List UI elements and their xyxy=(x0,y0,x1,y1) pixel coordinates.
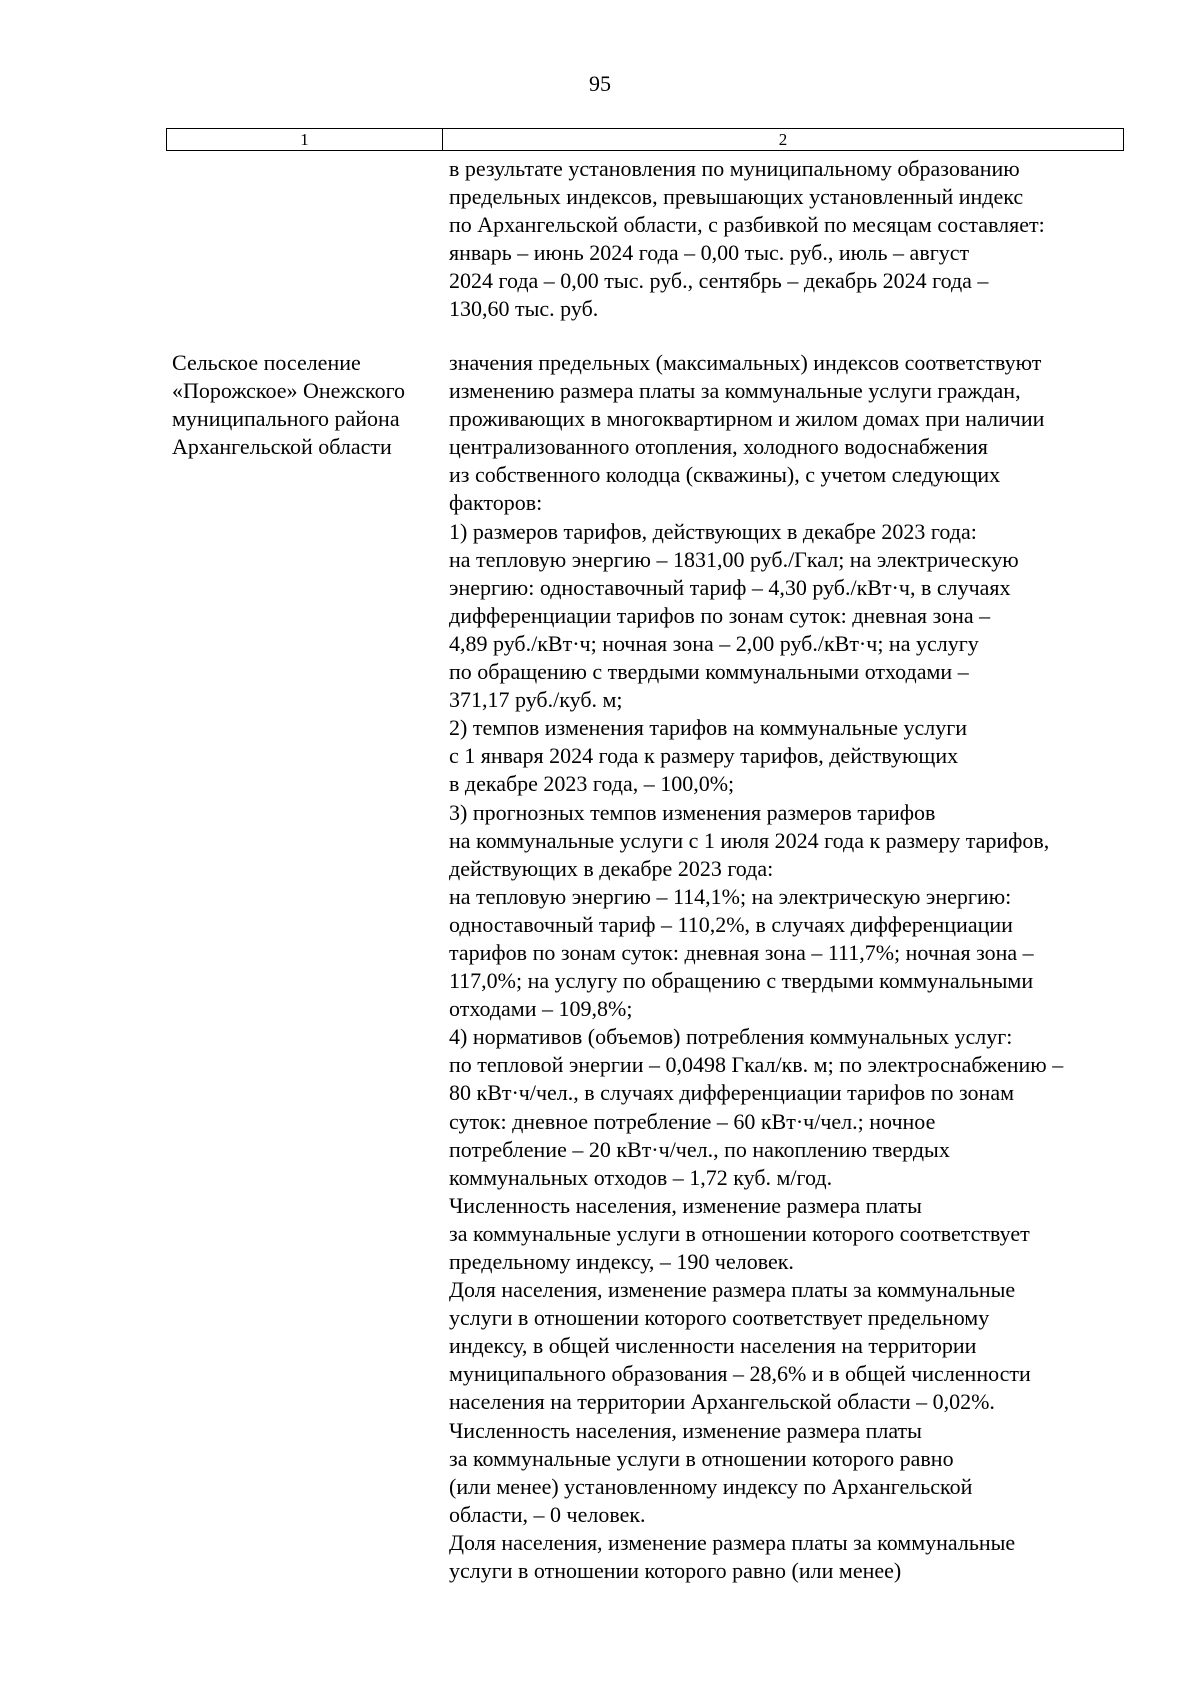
text-line: суток: дневное потребление – 60 кВт·ч/чел.; ночное xyxy=(449,1108,936,1134)
text-line: 2024 года – 0,00 тыс. руб., сентябрь – декабрь 2024 года – xyxy=(449,268,989,294)
text-line: тарифов по зонам суток: дневная зона – 111,7%; ночная зона – xyxy=(449,939,1034,965)
text-line: 3) прогнозных темпов изменения размеров тарифов xyxy=(449,799,936,825)
text-line: за коммунальные услуги в отношении которого соответствует xyxy=(449,1220,1030,1246)
text-line: дифференциации тарифов по зонам суток: дневная зона – xyxy=(449,602,991,628)
text-line: предельному индексу, – 190 человек. xyxy=(449,1249,794,1274)
text-line: значения предельных (максимальных) индексов соответствуют xyxy=(449,350,1042,375)
text-line: изменению размера платы за коммунальные услуги граждан, xyxy=(449,378,1021,404)
text-line: по тепловой энергии – 0,0498 Гкал/кв. м; по электроснабжению – xyxy=(449,1052,1064,1078)
text-line: энергию: одноставочный тариф – 4,30 руб./кВт·ч, в случаях xyxy=(449,574,1011,600)
text-line: в декабре 2023 года, – 100,0%; xyxy=(449,771,735,797)
continuation-paragraph xyxy=(449,155,1045,324)
text-line: отходами – 109,8%; xyxy=(449,996,633,1022)
text-line: 4,89 руб./кВт·ч; ночная зона – 2,00 руб./кВт·ч; на услугу xyxy=(449,630,979,656)
text-line: по обращению с твердыми коммунальными отходами – xyxy=(449,659,969,685)
text-line: 2) темпов изменения тарифов на коммунальные услуги xyxy=(449,715,968,741)
text-line: муниципального образования – 28,6% и в общей численности xyxy=(449,1361,1031,1387)
text-line: 80 кВт·ч/чел., в случаях дифференциации тарифов по зонам xyxy=(449,1080,1015,1106)
text-line: населения на территории Архангельской области – 0,02%. xyxy=(449,1389,995,1415)
text-line: 4) нормативов (объемов) потребления коммунальных услуг: xyxy=(449,1024,1013,1050)
text-line: услуги в отношении которого равно (или менее) xyxy=(449,1558,902,1584)
municipality-name xyxy=(172,349,405,461)
text-line: по Архангельской области, с разбивкой по месяцам составляет: xyxy=(449,212,1045,238)
text-line: Доля населения, изменение размера платы за коммунальные xyxy=(449,1529,1016,1555)
text-line: (или менее) установленному индексу по Архангельской xyxy=(449,1473,973,1499)
text-line: коммунальных отходов – 1,72 куб. м/год. xyxy=(449,1164,833,1190)
text-line: действующих в декабре 2023 года: xyxy=(449,855,774,881)
text-line: на коммунальные услуги с 1 июля 2024 года к размеру тарифов, xyxy=(449,827,1050,853)
text-line: на тепловую энергию – 114,1%; на электрическую энергию: xyxy=(449,883,1012,909)
text-line: одноставочный тариф – 110,2%, в случаях дифференциации xyxy=(449,911,1013,937)
municipality-name-line: Архангельской области xyxy=(172,434,392,460)
text-line: 1) размеров тарифов, действующих в декабре 2023 года: xyxy=(449,518,977,544)
text-line: факторов: xyxy=(449,490,543,516)
text-line: в результате установления по муниципальному образованию xyxy=(449,156,1020,181)
text-line: январь – июнь 2024 года – 0,00 тыс. руб., июль – август xyxy=(449,240,970,266)
text-line: Численность населения, изменение размера платы xyxy=(449,1417,922,1443)
municipality-name-line: Сельское поселение xyxy=(172,350,361,375)
index-description xyxy=(449,349,1063,1585)
text-line: индексу, в общей численности населения на территории xyxy=(449,1333,977,1359)
text-line: области, – 0 человек. xyxy=(449,1501,646,1527)
table-header-row xyxy=(166,128,1124,151)
text-line: централизованного отопления, холодного водоснабжения xyxy=(449,434,988,460)
text-line: предельных индексов, превышающих установленный индекс xyxy=(449,184,1024,210)
text-line: Численность населения, изменение размера платы xyxy=(449,1192,922,1218)
text-line: проживающих в многоквартирном и жилом домах при наличии xyxy=(449,406,1045,432)
text-line: потребление – 20 кВт·ч/чел., по накоплению твердых xyxy=(449,1136,950,1162)
page-number: 95 xyxy=(589,71,611,96)
text-line: 130,60 тыс. руб. xyxy=(449,296,599,322)
text-line: с 1 января 2024 года к размеру тарифов, действующих xyxy=(449,743,959,769)
text-line: 371,17 руб./куб. м; xyxy=(449,687,623,713)
text-line: из собственного колодца (скважины), с учетом следующих xyxy=(449,462,1001,488)
text-line: услуги в отношении которого соответствует предельному xyxy=(449,1305,990,1331)
text-line: Доля населения, изменение размера платы за коммунальные xyxy=(449,1277,1016,1303)
text-line: на тепловую энергию – 1831,00 руб./Гкал; на электрическую xyxy=(449,546,1019,572)
column-header-1: 1 xyxy=(167,129,443,150)
column-header-2: 2 xyxy=(778,130,788,149)
municipality-name-line: «Порожское» Онежского xyxy=(172,378,406,404)
text-line: 117,0%; на услугу по обращению с твердыми коммунальными xyxy=(449,968,1034,994)
text-line: за коммунальные услуги в отношении которого равно xyxy=(449,1445,954,1471)
municipality-name-line: муниципального района xyxy=(172,406,400,432)
